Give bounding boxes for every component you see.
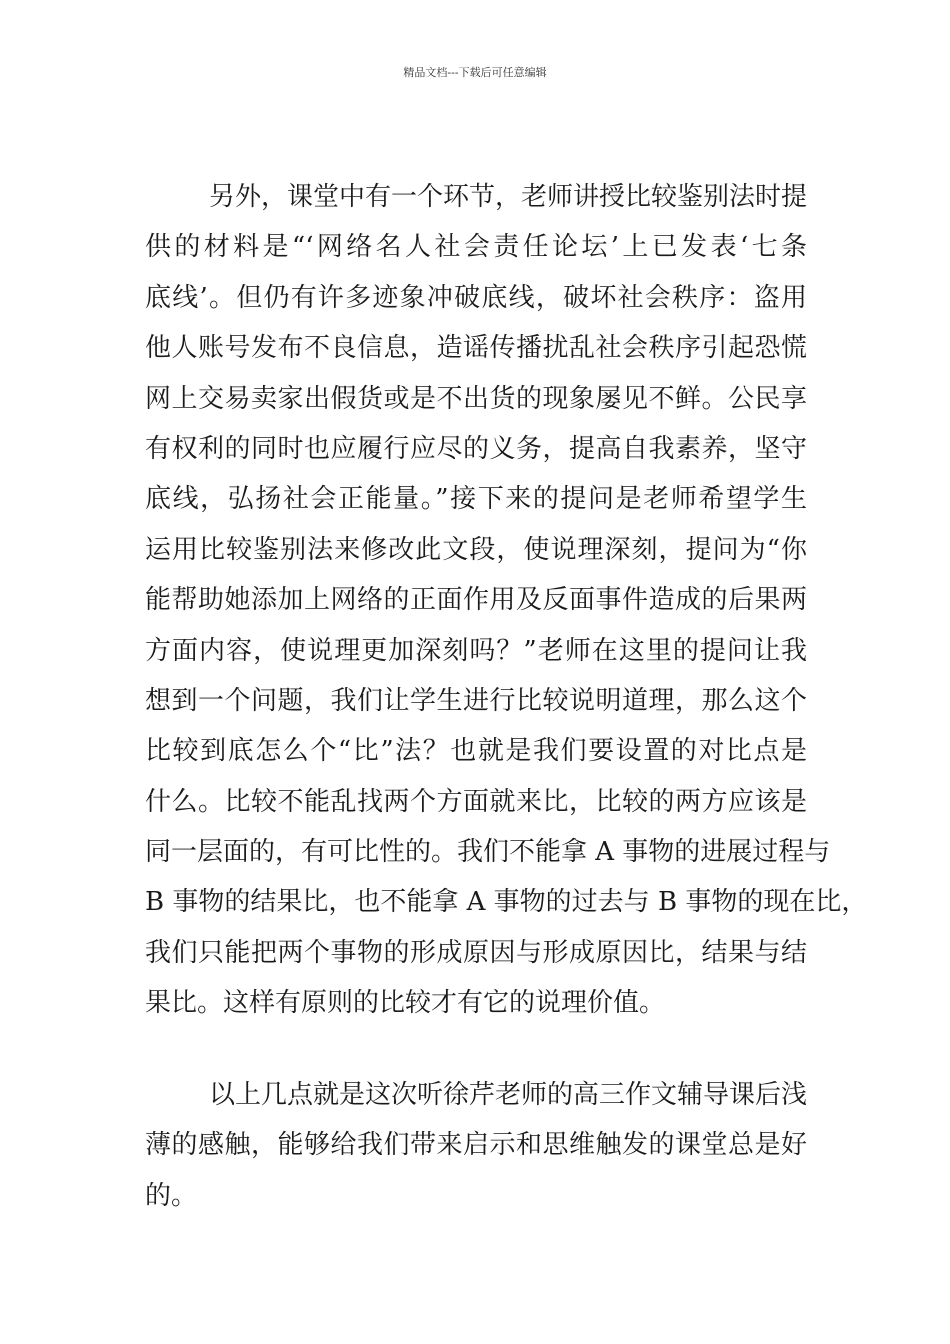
paragraph-line: 想到一个问题，我们让学生进行比较说明道理，那么这个: [145, 685, 807, 716]
paragraph-line: 运用比较鉴别法来修改此文段，使说理深刻，提问为“你: [145, 534, 807, 565]
paragraph-line: 薄的感触，能够给我们带来启示和思维触发的课堂总是好: [145, 1130, 807, 1161]
paragraph-line: 能帮助她添加上网络的正面作用及反面事件造成的后果两: [145, 585, 807, 616]
paragraph-line: 以上几点就是这次听徐芹老师的高三作文辅导课后浅: [209, 1080, 808, 1110]
paragraph-line: 底线’。但仍有许多迹象冲破底线，破坏社会秩序：盗用: [145, 282, 807, 313]
paragraph-1: [145, 172, 868, 1029]
paragraph-line: 另外，课堂中有一个环节，老师讲授比较鉴别法时提: [209, 182, 808, 212]
paragraph-line: 我们只能把两个事物的形成原因与形成原因比，结果与结: [145, 937, 807, 968]
paragraph-line: 果比。这样有原则的比较才有它的说理价值。: [145, 988, 666, 1019]
paragraph-2: [145, 1070, 807, 1221]
paragraph-line: 的。: [145, 1180, 198, 1211]
paragraph-line: 什么。比较不能乱找两个方面就来比，比较的两方应该是: [145, 786, 807, 817]
paragraph-line: 网上交易卖家出假货或是不出货的现象屡见不鲜。公民享: [145, 383, 807, 414]
paragraph-line: 同一层面的，有可比性的。我们不能拿 A 事物的进展过程与: [145, 837, 831, 868]
paragraph-line: B 事物的结果比，也不能拿 A 事物的过去与 B 事物的现在比，: [145, 887, 868, 918]
paragraph-line: 他人账号发布不良信息，造谣传播扰乱社会秩序引起恐慌: [145, 333, 807, 364]
paragraph-line: 供的材料是“‘网络名人社会责任论坛’上已发表‘七条: [145, 232, 807, 263]
paragraph-line: 有权利的同时也应履行应尽的义务，提高自我素养，坚守: [145, 433, 807, 464]
paragraph-line: 底线，弘扬社会正能量。”接下来的提问是老师希望学生: [145, 484, 807, 515]
paragraph-line: 方面内容，使说理更加深刻吗？”老师在这里的提问让我: [145, 635, 807, 666]
paragraph-line: 比较到底怎么个“比”法？也就是我们要设置的对比点是: [145, 736, 807, 767]
page-header: 精品文档---下载后可任意编辑: [403, 66, 547, 79]
